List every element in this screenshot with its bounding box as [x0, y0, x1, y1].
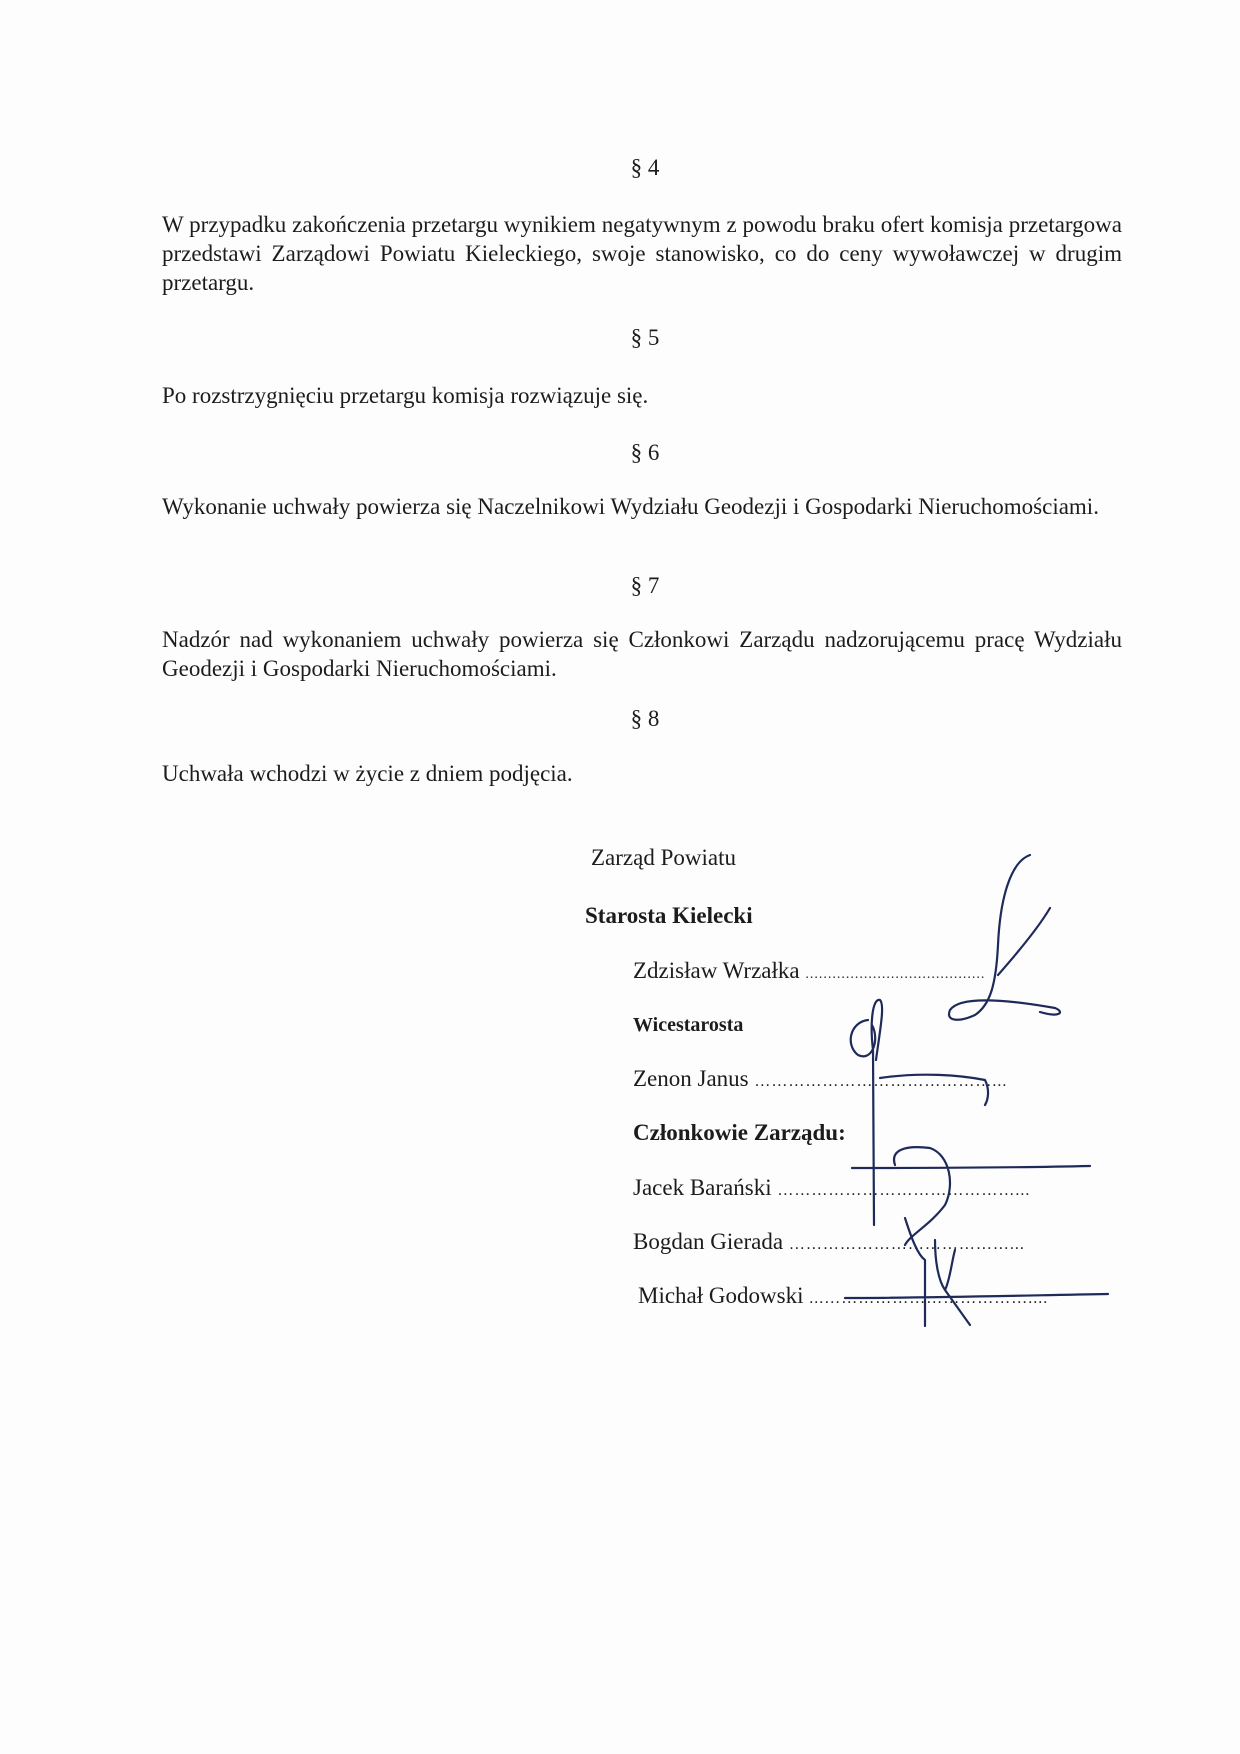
vice-name: Zenon Janus [633, 1066, 749, 1091]
section-8-symbol: § 8 [630, 706, 660, 731]
vice-dots: ……………………………………... [754, 1073, 1008, 1090]
section-7-symbol: § 7 [630, 573, 660, 598]
section-6-text: Wykonanie uchwały powierza się Naczelnikowi Wydziału Geodezji i Gospodarki Nieruchomościami. [162, 494, 1099, 519]
section-7-text: Nadzór nad wykonaniem uchwały powierza się Członkowi Zarządu nadzorującemu pracę Wydziału Geodezji i Gospodarki Nieruchomościami. [162, 627, 1122, 681]
members-title: Członkowie Zarządu: [633, 1120, 846, 1145]
member-name: Michał Godowski [638, 1283, 804, 1308]
vice-title: Wicestarosta [633, 1014, 744, 1036]
member-dots: ……………………………………... [777, 1182, 1031, 1199]
signature-starosta [949, 855, 1060, 1020]
signature-member [845, 1147, 1108, 1326]
board-heading: Zarząd Powiatu [591, 845, 736, 870]
section-5-symbol: § 5 [630, 325, 660, 350]
section-4-text: W przypadku zakończenia przetargu wynikiem negatywnym z powodu braku ofert komisja przetargowa przedstawi Zarządowi Powiatu Kieleckiego, swoje stanowisko, co do ceny wywoławczej w drugim przetargu. [162, 212, 1122, 295]
member-dots: ...……………………………….... [809, 1290, 1049, 1307]
starosta-name: Zdzisław Wrzałka [633, 958, 800, 983]
starosta-title: Starosta Kielecki [585, 903, 753, 928]
starosta-dots: ........................................ [805, 967, 986, 982]
signature-vice [851, 1000, 988, 1225]
member-name: Jacek Barański [633, 1175, 772, 1200]
member-dots: …………………………………... [788, 1236, 1025, 1253]
section-4-symbol: § 4 [630, 155, 660, 180]
section-6-symbol: § 6 [630, 440, 660, 465]
member-name: Bogdan Gierada [633, 1229, 784, 1254]
section-5-text: Po rozstrzygnięciu przetargu komisja rozwiązuje się. [162, 383, 649, 408]
section-8-text: Uchwała wchodzi w życie z dniem podjęcia. [162, 761, 573, 786]
